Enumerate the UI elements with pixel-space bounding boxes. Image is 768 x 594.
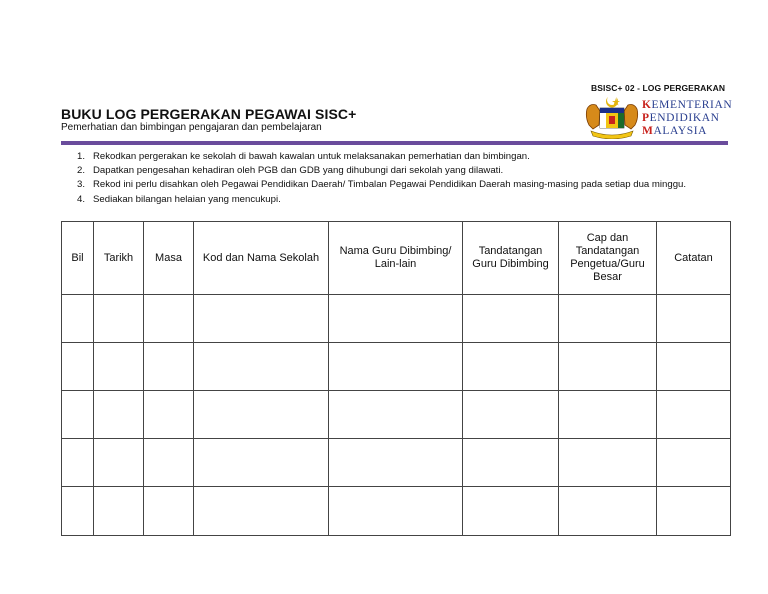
table-cell[interactable] [144,391,194,439]
table-cell[interactable] [194,295,329,343]
table-cell[interactable] [144,343,194,391]
table-cell[interactable] [94,439,144,487]
table-cell[interactable] [463,343,559,391]
table-cell[interactable] [559,439,657,487]
table-header-row [62,222,731,295]
column-header-tarikh: Tarikh [94,222,144,295]
table-cell[interactable] [62,439,94,487]
table-row [62,295,731,343]
table-cell[interactable] [657,343,731,391]
table-cell[interactable] [94,343,144,391]
coat-of-arms-icon [583,95,641,139]
document-code: BSISC+ 02 - LOG PERGERAKAN [591,83,726,93]
page-subtitle: Pemerhatian dan bimbingan pengajaran dan pembelajaran [61,122,322,133]
column-header-catatan: Catatan [657,222,731,295]
table-row [62,439,731,487]
table-cell[interactable] [94,487,144,536]
table-cell[interactable] [144,487,194,536]
instruction-item: 1. Rekodkan pergerakan ke sekolah di bawah kawalan untuk melaksanakan pemerhatian dan bimbingan. [77,151,530,162]
table-cell[interactable] [657,487,731,536]
table-cell[interactable] [463,391,559,439]
table-cell[interactable] [463,487,559,536]
logo-line: KEMENTERIAN [642,99,733,111]
table-cell[interactable] [463,439,559,487]
table-row [62,487,731,536]
column-header-nama-guru: Nama Guru Dibimbing/ Lain-lain [329,222,463,295]
table-cell[interactable] [559,487,657,536]
table-cell[interactable] [62,295,94,343]
table-cell[interactable] [144,439,194,487]
table-cell[interactable] [194,439,329,487]
table-cell[interactable] [657,295,731,343]
instruction-item: 4. Sediakan bilangan helaian yang mencukupi. [77,193,281,205]
table-cell[interactable] [657,391,731,439]
table-body [62,295,731,536]
table-cell[interactable] [559,343,657,391]
column-header-masa: Masa [144,222,194,295]
table-cell[interactable] [94,391,144,439]
table-cell[interactable] [559,391,657,439]
table-cell[interactable] [329,439,463,487]
column-header-tandatangan-guru: Tandatangan Guru Dibimbing [463,222,559,295]
instruction-list [77,150,727,207]
table-cell[interactable] [62,343,94,391]
table-cell[interactable] [329,487,463,536]
table-cell[interactable] [657,439,731,487]
column-header-kod-nama-sekolah: Kod dan Nama Sekolah [194,222,329,295]
table-cell[interactable] [194,343,329,391]
table-cell[interactable] [329,391,463,439]
table-cell[interactable] [463,295,559,343]
table-cell[interactable] [194,391,329,439]
movement-log-table [61,221,731,536]
instruction-item: 2. Dapatkan pengesahan kehadiran oleh PGB dan GDB yang dihubungi dari sekolah yang dilawati. [77,165,504,177]
table-cell[interactable] [329,343,463,391]
instruction-item: 3. Rekod ini perlu disahkan oleh Pegawai Pendidikan Daerah/ Timbalan Pegawai Pendidikan Daerah masing-masing pada setiap dua minggu. [77,179,687,191]
table-row [62,391,731,439]
table-cell[interactable] [62,487,94,536]
table-cell[interactable] [144,295,194,343]
table-cell[interactable] [559,295,657,343]
column-header-cap-tandatangan: Cap dan Tandatangan Pengetua/Guru Besar [559,222,657,295]
table-cell[interactable] [329,295,463,343]
logo-line: MALAYSIA [642,125,708,137]
column-header-bil: Bil [62,222,94,295]
table-cell[interactable] [194,487,329,536]
table-row [62,343,731,391]
table-cell[interactable] [94,295,144,343]
logo-line: PENDIDIKAN [642,112,720,124]
header-divider [61,141,728,145]
table-cell[interactable] [62,391,94,439]
ministry-logo-text [642,99,732,138]
page-title: BUKU LOG PERGERAKAN PEGAWAI SISC+ [61,106,357,122]
